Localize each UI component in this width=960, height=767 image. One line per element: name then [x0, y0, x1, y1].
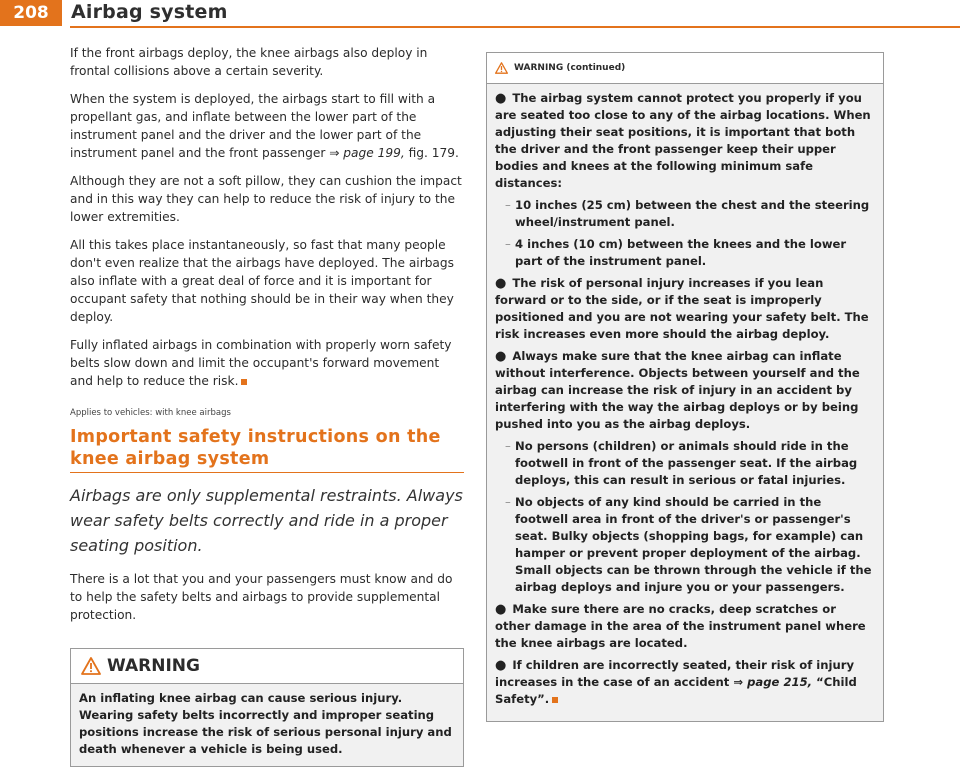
warning-header: [71, 649, 463, 684]
paragraph: When the system is deployed, the airbags start to fill with a propellant gas, and inflate between the lower part of the instrument panel and the driver and the lower part of the instrument panel and the front passenger ⇒ page 199, fig. 179.: [70, 92, 459, 160]
bullet-text: Make sure there are no cracks, deep scratches or other damage in the area of the instrument panel where the knee airbags are located.: [495, 602, 866, 650]
header-rule: [70, 26, 960, 28]
paragraph: [70, 336, 464, 390]
figure-ref: fig. 179.: [408, 146, 459, 160]
page-link[interactable]: page 215,: [747, 675, 813, 689]
warning-label: WARNING: [107, 656, 200, 676]
bullet-item: ● Make sure there are no cracks, deep scratches or other damage in the area of the instrument panel where the knee airbags are located.: [495, 602, 866, 650]
lead-text: Airbags are only supplemental restraints. Always wear safety belts correctly and ride in a proper seating position.: [70, 486, 463, 555]
paragraph-text: Fully inflated airbags in combination with properly worn safety belts slow down and limit the occupant's forward movement and help to reduce the risk.: [70, 338, 452, 388]
bullet-item: ● The risk of personal injury increases if you lean forward or to the side, or if the seat is improperly positioned and you are not wearing your safety belt. The risk increases even more should the airbag deploy.: [495, 276, 869, 341]
applies-note: Applies to vehicles: with knee airbags: [70, 408, 231, 418]
bullet-item: ● If children are incorrectly seated, their risk of injury increases in the case of an accident ⇒ page 215, “Child Safety”.: [495, 658, 857, 706]
bullet-text: The risk of personal injury increases if you lean forward or to the side, or if the seat is improperly positioned and you are not wearing your safety belt. The risk increases even more should the airbag deploy.: [495, 276, 869, 341]
bullet-text: If children are incorrectly seated, their risk of injury increases in the case of an accident: [495, 658, 855, 689]
end-square-icon: [241, 379, 247, 385]
paragraph: All this takes place instantaneously, so fast that many people don't even realize that the airbags have deployed. The airbags also inflate with a great deal of force and it is important for occupant safety that nothing should be in their way when they deploy.: [70, 238, 454, 324]
warning-triangle-icon: [81, 657, 101, 675]
intro-paragraph: There is a lot that you and your passengers must know and do to help the safety belts and airbags to provide supplemental protection.: [70, 572, 453, 622]
sub-text: 4 inches (10 cm) between the knees and the lower part of the instrument panel.: [515, 237, 847, 268]
warning-box: [70, 648, 464, 767]
sub-text: No persons (children) or animals should ride in the footwell in front of the passenger seat. If the airbag deploys, this can result in serious or fatal injuries.: [515, 439, 858, 487]
bullet-item: ● Always make sure that the knee airbag can inflate without interference. Objects between yourself and the airbag can increase the risk of injury in an accident by interfering with the way the airbag deploys or by being pushed into you as the airbag deploys.: [495, 349, 860, 431]
bullet-text: Always make sure that the knee airbag can inflate without interference. Objects between yourself and the airbag can increase the risk of injury in an accident by interfering with the way the airbag deploys or by being pushed into you as the airbag deploys.: [495, 349, 860, 431]
end-square-icon: [552, 697, 558, 703]
section-title: Important safety instructions on the knee airbag system: [70, 427, 441, 469]
left-column: [70, 44, 464, 767]
bullet-item: ● The airbag system cannot protect you properly if you are seated too close to any of the airbag locations. When adjusting their seat positions, it is important that both the driver and the front passenger keep their upper bodies and knees at the following minimum safe distances:: [495, 91, 871, 190]
sub-item: – No objects of any kind should be carried in the footwell area in front of the driver's or passenger's seat. Bulky objects (shopping bags, for example) can hamper or prevent proper deployment of the airbag. Small objects can be thrown through the vehicle if the airbag deploys and injure you or your passengers.: [505, 495, 872, 594]
paragraph: If the front airbags deploy, the knee airbags also deploy in frontal collisions above a certain severity.: [70, 46, 428, 78]
warning-body: [487, 84, 883, 721]
warning-text: An inflating knee airbag can cause serious injury. Wearing safety belts incorrectly and improper seating positions increase the risk of serious personal injury and death whenever a vehicle is being used.: [71, 684, 463, 766]
sub-item: – 10 inches (25 cm) between the chest and the steering wheel/instrument panel.: [505, 198, 870, 229]
paragraph-text: When the system is deployed, the airbags start to fill with a propellant gas, and inflate between the lower part of the instrument panel and the driver and the lower part of the instrument panel and the front passenger: [70, 92, 436, 160]
right-column: [486, 52, 884, 722]
page-title: Airbag system: [71, 1, 228, 23]
sub-item: – 4 inches (10 cm) between the knees and the lower part of the instrument panel.: [505, 237, 847, 268]
warning-triangle-icon: [495, 62, 508, 74]
warning-header: [487, 53, 883, 84]
warning-box-continued: [486, 52, 884, 722]
sub-text: No objects of any kind should be carried in the footwell area in front of the driver's or passenger's seat. Bulky objects (shopping bags, for example) can hamper or prevent proper deployment of the airbag. Small objects can be thrown through the vehicle if the airbag deploys and injure you or your passengers.: [515, 495, 872, 594]
chapter-ref: “Child Safety”.: [495, 675, 857, 706]
page-link[interactable]: page 199,: [343, 146, 405, 160]
warning-label: WARNING (continued): [514, 63, 626, 73]
section-rule: [70, 472, 464, 473]
page-number: 208: [0, 0, 62, 26]
paragraph: Although they are not a soft pillow, they can cushion the impact and in this way they can help to reduce the risk of injury to the lower extremities.: [70, 174, 462, 224]
bullet-text: The airbag system cannot protect you properly if you are seated too close to any of the airbag locations. When adjusting their seat positions, it is important that both the driver and the front passenger keep their upper bodies and knees at the following minimum safe distances:: [495, 91, 871, 190]
sub-text: 10 inches (25 cm) between the chest and the steering wheel/instrument panel.: [515, 198, 870, 229]
sub-item: – No persons (children) or animals should ride in the footwell in front of the passenger seat. If the airbag deploys, this can result in serious or fatal injuries.: [505, 439, 858, 487]
